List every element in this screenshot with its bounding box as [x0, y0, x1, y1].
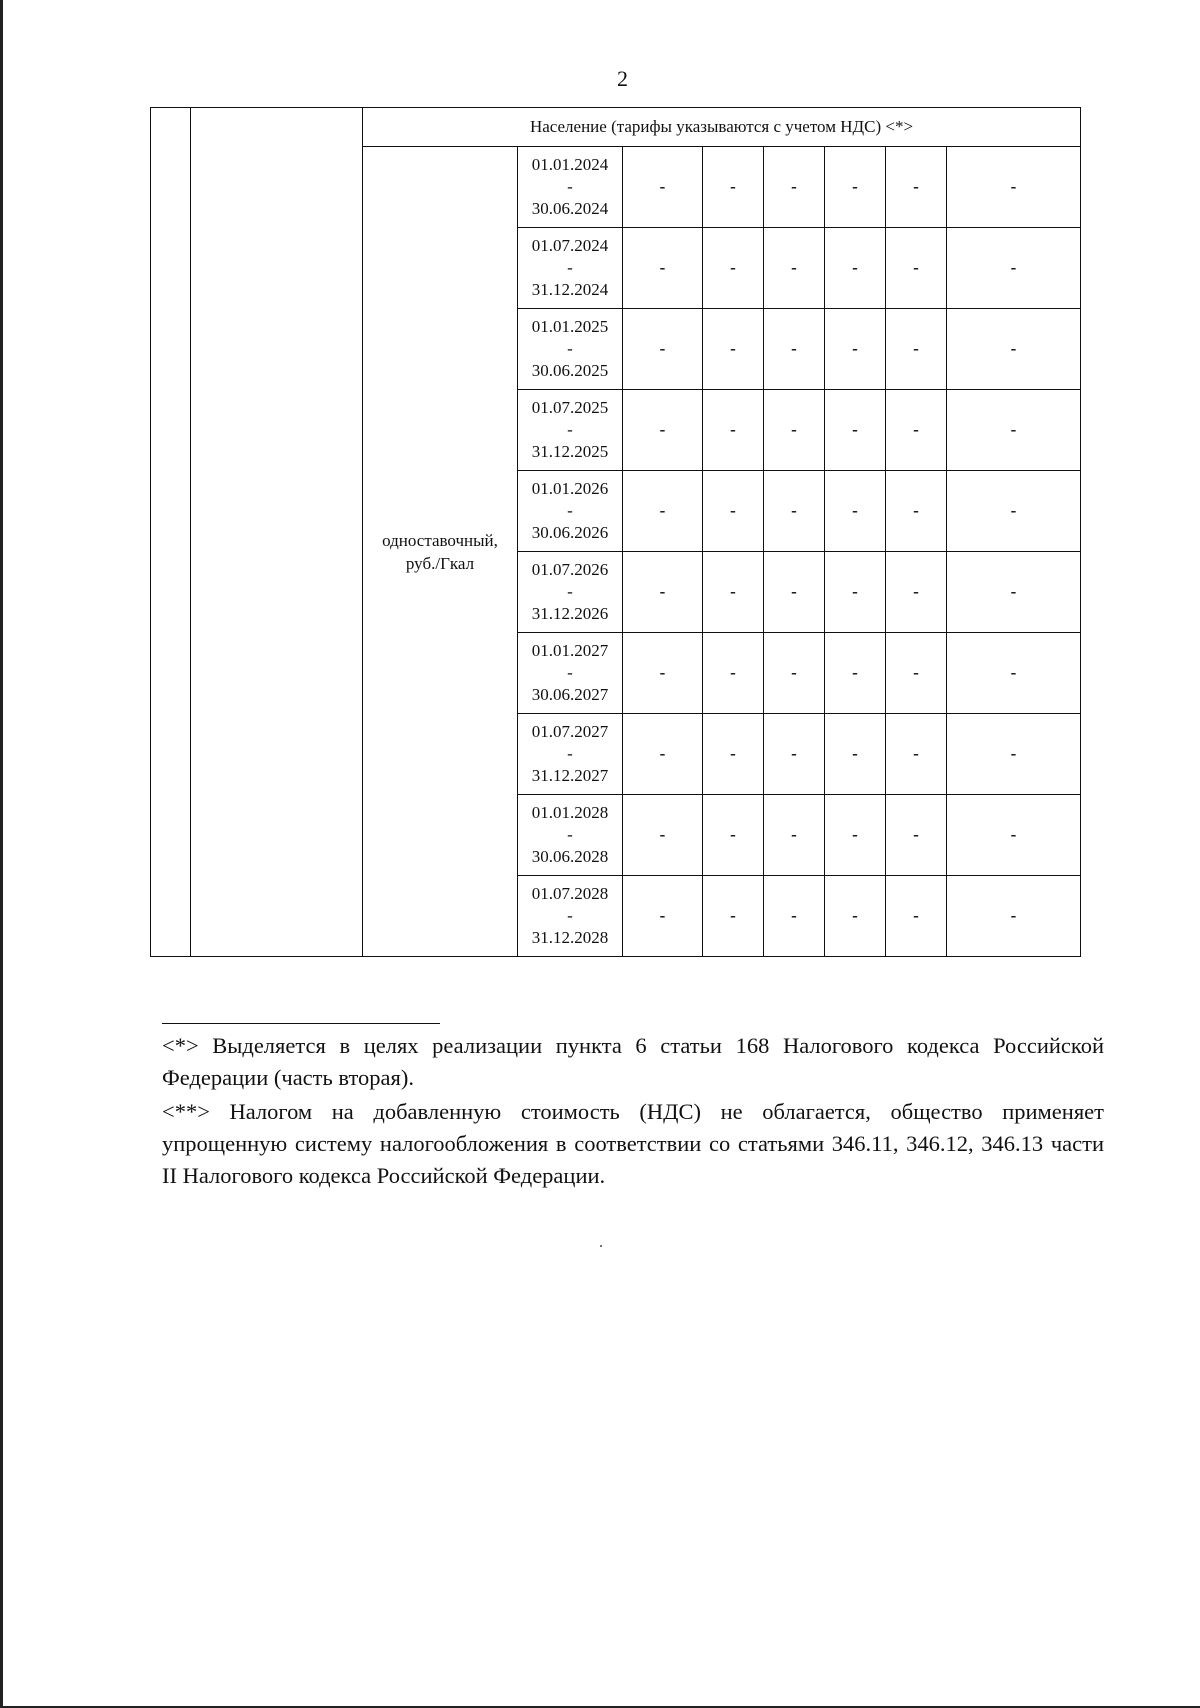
tariff-value-cell: -	[886, 309, 947, 390]
tariff-value-cell: -	[703, 390, 764, 471]
tariff-value-cell: -	[623, 795, 703, 876]
tariff-value-cell: -	[764, 633, 825, 714]
period-cell	[518, 390, 623, 471]
tariff-value-cell: -	[947, 471, 1081, 552]
tariff-value-cell: -	[623, 633, 703, 714]
tariff-value-cell: -	[623, 390, 703, 471]
period-end: 30.06.2024	[531, 199, 609, 218]
tariff-value-cell: -	[886, 552, 947, 633]
tariff-value-cell: -	[886, 714, 947, 795]
tariff-value-cell: -	[764, 147, 825, 228]
tariff-value-cell: -	[886, 633, 947, 714]
period-start: 01.01.2026	[531, 479, 609, 498]
period-end: 30.06.2027	[531, 685, 609, 704]
tariff-value-cell: -	[886, 147, 947, 228]
tariff-value-cell: -	[825, 876, 886, 957]
period-separator: -	[567, 177, 573, 196]
tariff-value-cell: -	[764, 471, 825, 552]
period-end: 31.12.2027	[531, 766, 609, 785]
period-start: 01.01.2025	[531, 317, 609, 336]
tariff-value-cell: -	[947, 147, 1081, 228]
period-separator: -	[567, 906, 573, 925]
tariff-value-cell: -	[764, 390, 825, 471]
tariff-value-cell: -	[947, 228, 1081, 309]
tariff-type-cell	[363, 147, 518, 957]
tariff-value-cell: -	[947, 552, 1081, 633]
period-end: 30.06.2026	[531, 523, 609, 542]
tariff-value-cell: -	[947, 309, 1081, 390]
tariff-value-cell: -	[825, 390, 886, 471]
footnote-2: <**> Налогом на добавленную стоимость (НДС) не облагается, общество применяет упрощенную систему налогообложения в соответствии со статьями 346.11, 346.12, 346.13 части II Налогового кодекса Российской Федерации.	[162, 1099, 1104, 1188]
tariff-value-cell: -	[703, 714, 764, 795]
footnote-divider	[162, 1023, 440, 1024]
footnotes	[162, 1030, 1104, 1192]
tariff-table-body	[151, 108, 1081, 957]
period-start: 01.01.2028	[531, 803, 609, 822]
period-separator: -	[567, 663, 573, 682]
footnote-1: <*> Выделяется в целях реализации пункта 6 статьи 168 Налогового кодекса Российской Федерации (часть вторая).	[162, 1033, 1104, 1090]
period-cell	[518, 228, 623, 309]
period-cell	[518, 147, 623, 228]
period-separator: -	[567, 420, 573, 439]
tariff-value-cell: -	[764, 228, 825, 309]
period-end: 31.12.2024	[531, 280, 609, 299]
period-separator: -	[567, 339, 573, 358]
period-cell	[518, 795, 623, 876]
tariff-value-cell: -	[886, 876, 947, 957]
tariff-value-cell: -	[825, 552, 886, 633]
period-cell	[518, 309, 623, 390]
tariff-value-cell: -	[886, 228, 947, 309]
period-separator: -	[567, 582, 573, 601]
tariff-value-cell: -	[947, 390, 1081, 471]
tariff-value-cell: -	[825, 714, 886, 795]
tariff-value-cell: -	[947, 795, 1081, 876]
period-end: 31.12.2026	[531, 604, 609, 623]
tariff-value-cell: -	[703, 471, 764, 552]
tariff-value-cell: -	[825, 309, 886, 390]
period-separator: -	[567, 825, 573, 844]
tariff-value-cell: -	[623, 309, 703, 390]
period-start: 01.07.2024	[531, 236, 609, 255]
period-start: 01.07.2025	[531, 398, 609, 417]
period-start: 01.07.2027	[531, 722, 609, 741]
tariff-value-cell: -	[825, 147, 886, 228]
tariff-value-cell: -	[703, 552, 764, 633]
tariff-value-cell: -	[623, 471, 703, 552]
period-end: 31.12.2025	[531, 442, 609, 461]
tariff-value-cell: -	[764, 795, 825, 876]
tariff-value-cell: -	[825, 228, 886, 309]
tariff-value-cell: -	[825, 471, 886, 552]
period-cell	[518, 471, 623, 552]
section-header: Население (тарифы указываются с учетом НДС) <*>	[363, 108, 1081, 147]
tariff-value-cell: -	[764, 552, 825, 633]
period-end: 30.06.2025	[531, 361, 609, 380]
period-separator: -	[567, 258, 573, 277]
period-start: 01.07.2028	[531, 884, 609, 903]
period-cell	[518, 552, 623, 633]
tariff-value-cell: -	[764, 309, 825, 390]
period-end: 30.06.2028	[531, 847, 609, 866]
period-start: 01.01.2024	[531, 155, 609, 174]
tariff-value-cell: -	[623, 147, 703, 228]
tariff-value-cell: -	[947, 876, 1081, 957]
row-number-cell	[151, 108, 191, 957]
period-start: 01.07.2026	[531, 560, 609, 579]
tariff-value-cell: -	[623, 876, 703, 957]
scan-speck	[600, 1245, 602, 1247]
tariff-type-line1: одноставочный,	[382, 530, 498, 550]
tariff-value-cell: -	[703, 876, 764, 957]
tariff-value-cell: -	[703, 228, 764, 309]
tariff-value-cell: -	[623, 552, 703, 633]
tariff-value-cell: -	[703, 633, 764, 714]
tariff-value-cell: -	[886, 471, 947, 552]
table-header-row	[151, 108, 1081, 147]
tariff-value-cell: -	[886, 795, 947, 876]
period-separator: -	[567, 501, 573, 520]
organization-cell	[191, 108, 363, 957]
tariff-value-cell: -	[947, 633, 1081, 714]
tariff-value-cell: -	[703, 795, 764, 876]
tariff-value-cell: -	[825, 633, 886, 714]
period-cell	[518, 714, 623, 795]
tariff-value-cell: -	[623, 714, 703, 795]
period-cell	[518, 876, 623, 957]
tariff-table	[150, 107, 1081, 957]
tariff-type-line2: руб./Гкал	[405, 553, 475, 573]
period-start: 01.01.2027	[531, 641, 609, 660]
tariff-value-cell: -	[623, 228, 703, 309]
tariff-value-cell: -	[825, 795, 886, 876]
tariff-value-cell: -	[703, 147, 764, 228]
period-cell	[518, 633, 623, 714]
scan-edge-left	[0, 0, 3, 1708]
period-end: 31.12.2028	[531, 928, 609, 947]
period-separator: -	[567, 744, 573, 763]
page-number: 2	[617, 66, 628, 91]
tariff-value-cell: -	[764, 714, 825, 795]
tariff-value-cell: -	[947, 714, 1081, 795]
tariff-value-cell: -	[764, 876, 825, 957]
tariff-value-cell: -	[886, 390, 947, 471]
tariff-value-cell: -	[703, 309, 764, 390]
